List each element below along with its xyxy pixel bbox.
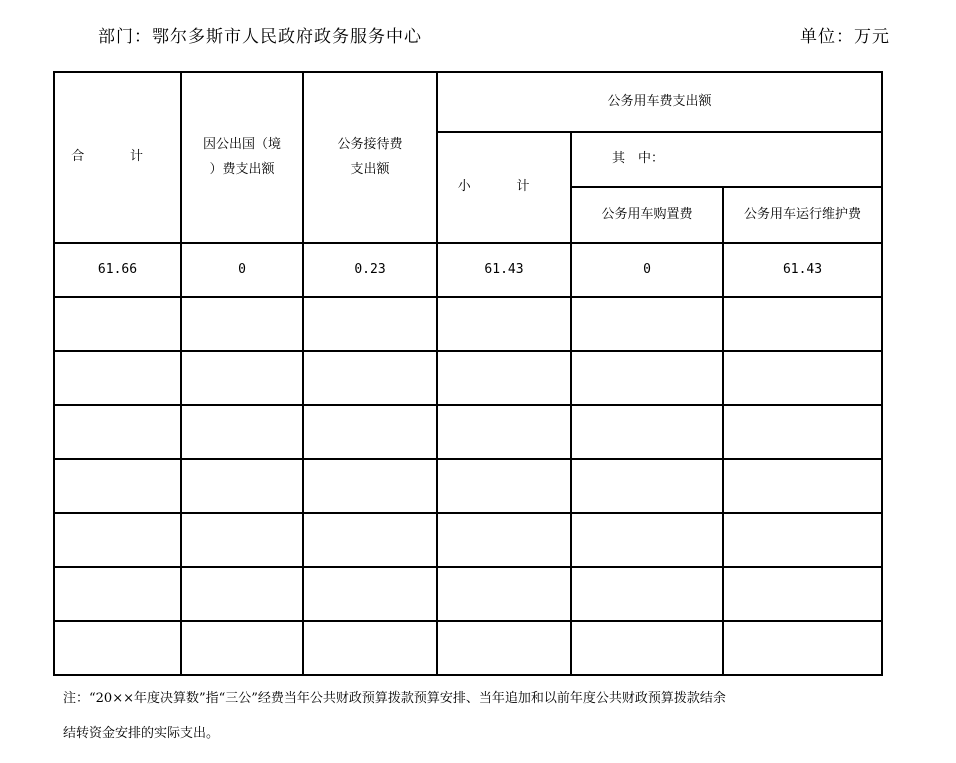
cell-vehicle-operation (723, 567, 882, 621)
cell-abroad (181, 405, 303, 459)
cell-total (54, 567, 181, 621)
cell-vehicle-subtotal (437, 297, 571, 351)
cell-vehicle-subtotal (437, 567, 571, 621)
cell-vehicle-operation (723, 621, 882, 675)
header-abroad: 因公出国（境 ）费支出额 (181, 72, 303, 243)
cell-vehicle-purchase (571, 405, 723, 459)
cell-reception (303, 351, 437, 405)
cell-total (54, 351, 181, 405)
table-row (54, 459, 882, 513)
table-row (54, 297, 882, 351)
cell-reception (303, 405, 437, 459)
cell-reception (303, 459, 437, 513)
table-row (54, 351, 882, 405)
cell-vehicle-purchase (571, 621, 723, 675)
table-row (54, 243, 882, 297)
cell-vehicle-subtotal (437, 459, 571, 513)
cell-vehicle-subtotal (437, 351, 571, 405)
header-subtotal: 小 计 (437, 132, 571, 243)
cell-vehicle-purchase (571, 513, 723, 567)
cell-reception (303, 621, 437, 675)
cell-reception (303, 297, 437, 351)
cell-vehicle-operation (723, 297, 882, 351)
cell-abroad (181, 459, 303, 513)
cell-vehicle-purchase (571, 351, 723, 405)
cell-total: 61.66 (54, 243, 181, 297)
cell-total (54, 297, 181, 351)
cell-vehicle-subtotal (437, 513, 571, 567)
cell-abroad: 0 (181, 243, 303, 297)
cell-reception (303, 513, 437, 567)
header-reception: 公务接待费 支出额 (303, 72, 437, 243)
table-row (54, 405, 882, 459)
cell-vehicle-operation (723, 513, 882, 567)
cell-total (54, 621, 181, 675)
cell-vehicle-purchase (571, 297, 723, 351)
header-total: 合 计 (54, 72, 181, 243)
table-row (54, 621, 882, 675)
table-body (54, 243, 882, 675)
table-row (54, 513, 882, 567)
cell-vehicle-subtotal (437, 405, 571, 459)
cell-vehicle-operation: 61.43 (723, 243, 882, 297)
cell-reception (303, 567, 437, 621)
cell-vehicle-operation (723, 459, 882, 513)
cell-vehicle-purchase (571, 567, 723, 621)
cell-abroad (181, 513, 303, 567)
three-public-expenses-table (53, 71, 883, 676)
cell-total (54, 405, 181, 459)
unit-label: 单位：万元 (800, 27, 890, 47)
cell-vehicle-operation (723, 405, 882, 459)
header-vehicle: 公务用车费支出额 (437, 72, 882, 132)
cell-abroad (181, 567, 303, 621)
cell-abroad (181, 351, 303, 405)
cell-vehicle-subtotal: 61.43 (437, 243, 571, 297)
header-of-which: 其 中： (571, 132, 882, 187)
footnote-line-1: 注：“20××年度决算数”指“三公”经费当年公共财政预算拨款预算安排、当年追加和以前年度公共财政预算拨款结余 (63, 691, 726, 706)
header-vehicle-operation: 公务用车运行维护费 (723, 187, 882, 243)
cell-abroad (181, 621, 303, 675)
cell-vehicle-purchase (571, 459, 723, 513)
header-vehicle-purchase: 公务用车购置费 (571, 187, 723, 243)
table-row (54, 567, 882, 621)
department-label: 部门：鄂尔多斯市人民政府政务服务中心 (98, 27, 422, 47)
footnote-line-2: 结转资金安排的实际支出。 (63, 726, 220, 741)
cell-abroad (181, 297, 303, 351)
cell-total (54, 513, 181, 567)
footnote (63, 681, 883, 751)
cell-total (54, 459, 181, 513)
cell-vehicle-purchase: 0 (571, 243, 723, 297)
cell-vehicle-operation (723, 351, 882, 405)
cell-reception: 0.23 (303, 243, 437, 297)
cell-vehicle-subtotal (437, 621, 571, 675)
